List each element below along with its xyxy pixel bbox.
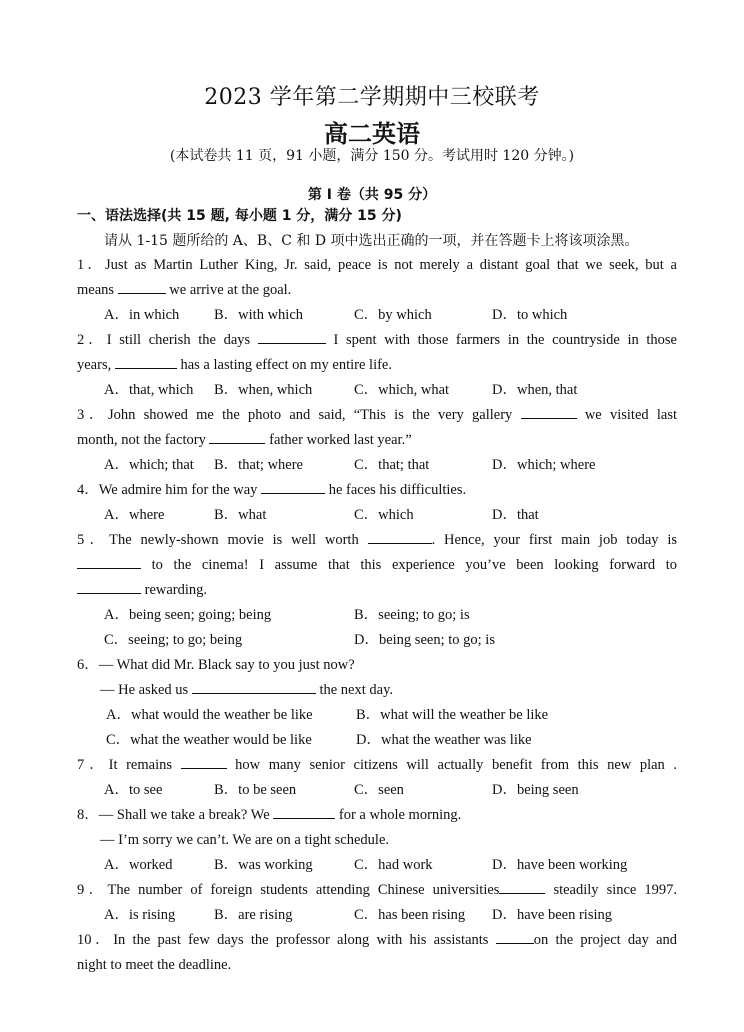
question-3-text: 3．John showed me the photo and said, “This is the very gallery xyxy=(77,407,513,423)
question-2-option-b: B．when, which xyxy=(214,382,313,398)
question-5-line-2 xyxy=(77,555,677,575)
question-5-text: 5．The newly-shown movie is well worth xyxy=(77,532,359,548)
question-1-text: we arrive at the goal. xyxy=(169,282,292,298)
question-1-line-1: 1．Just as Martin Luther King, Jr. said, peace is not merely a distant goal that we seek, but a xyxy=(77,257,677,273)
question-9-option-d: D．have been rising xyxy=(492,907,612,923)
question-4-line-1 xyxy=(77,480,677,500)
answer-blank xyxy=(77,581,141,594)
question-6-text: the next day. xyxy=(319,682,394,698)
question-8-text: 8．— Shall we take a break? We xyxy=(77,807,270,823)
question-9-line-1 xyxy=(77,880,677,900)
question-2-line-1 xyxy=(77,330,677,350)
question-2-option-c: C．which, what xyxy=(354,382,450,398)
question-6-option-c: C．what the weather would be like xyxy=(106,732,312,748)
answer-blank xyxy=(499,881,545,894)
answer-blank xyxy=(496,931,534,944)
question-8-text: for a whole morning. xyxy=(338,807,462,823)
exam-note: (本试卷共 11 页，91 小题，满分 150 分。考试用时 120 分钟。) xyxy=(169,148,575,164)
answer-blank xyxy=(273,806,335,819)
question-10-text: 10．In the past few days the professor along with his assistants xyxy=(77,932,489,948)
answer-blank xyxy=(258,331,326,344)
answer-blank xyxy=(521,406,577,419)
question-7-option-d: D．being seen xyxy=(492,782,579,798)
answer-blank xyxy=(115,356,177,369)
question-5-text: . Hence, your first main job today is xyxy=(431,532,678,548)
section-instruction: 请从 1-15 题所给的 A、B、C 和 D 项中选出正确的一项，并在答题卡上将该项涂黑。 xyxy=(104,233,639,249)
question-3-line-2 xyxy=(77,430,677,450)
question-7-line-1 xyxy=(77,755,677,775)
question-10-line-1 xyxy=(77,930,677,950)
question-7-option-a: A．to see xyxy=(104,782,163,798)
question-1-option-d: D．to which xyxy=(492,307,568,323)
question-5-text: rewarding. xyxy=(144,582,208,598)
question-6-option-b: B．what will the weather be like xyxy=(356,707,549,723)
question-4-text: he faces his difficulties. xyxy=(328,482,467,498)
question-2-option-d: D．when, that xyxy=(492,382,578,398)
question-4-option-b: B．what xyxy=(214,507,267,523)
question-9-text: 9．The number of foreign students attending Chinese universities xyxy=(77,882,500,898)
answer-blank xyxy=(261,481,325,494)
question-4-text: 4．We admire him for the way xyxy=(77,482,258,498)
answer-blank xyxy=(118,281,166,294)
answer-blank xyxy=(209,431,265,444)
question-3-text: father worked last year.” xyxy=(269,432,412,448)
question-2-text: years, xyxy=(77,357,112,373)
question-3-text: month, not the factory xyxy=(77,432,206,448)
question-8-option-a: A．worked xyxy=(104,857,173,873)
question-6-option-a: A．what would the weather be like xyxy=(106,707,313,723)
question-7-text: how many senior citizens will actually benefit from this new plan . xyxy=(235,757,678,773)
question-5-option-b: B．seeing; to go; is xyxy=(354,607,470,623)
question-7-option-b: B．to be seen xyxy=(214,782,297,798)
question-5-line-1 xyxy=(77,530,677,550)
question-9-option-c: C．has been rising xyxy=(354,907,466,923)
question-1-line-2 xyxy=(77,280,677,300)
answer-blank xyxy=(192,681,316,694)
question-7-text: 7．It remains xyxy=(77,757,172,773)
question-3-text: we visited last xyxy=(584,407,677,423)
question-2-line-2 xyxy=(77,355,677,375)
question-6-line-1: 6．— What did Mr. Black say to you just now? xyxy=(77,657,355,673)
subject-title: 高二英语 xyxy=(324,120,420,148)
question-2-text: has a lasting effect on my entire life. xyxy=(180,357,392,373)
question-2-text: 2．I still cherish the days xyxy=(77,332,251,348)
question-3-option-c: C．that; that xyxy=(354,457,430,473)
question-8-option-b: B．was working xyxy=(214,857,313,873)
question-4-option-a: A．where xyxy=(104,507,165,523)
question-10-text: on the project day and xyxy=(533,932,678,948)
question-2-option-a: A．that, which xyxy=(104,382,194,398)
question-3-line-1 xyxy=(77,405,677,425)
question-9-option-a: A．is rising xyxy=(104,907,176,923)
question-1-option-c: C．by which xyxy=(354,307,432,323)
question-3-option-d: D．which; where xyxy=(492,457,596,473)
question-10-line-2: night to meet the deadline. xyxy=(77,957,232,973)
question-8-line-1 xyxy=(77,805,677,825)
question-2-text: I spent with those farmers in the countryside in those xyxy=(333,332,677,348)
question-4-option-d: D．that xyxy=(492,507,539,523)
section-title: 一、语法选择(共 15 题, 每小题 1 分，满分 15 分) xyxy=(77,208,402,224)
question-5-option-a: A．being seen; going; being xyxy=(104,607,272,623)
question-1-option-b: B．with which xyxy=(214,307,304,323)
question-5-line-3 xyxy=(77,580,677,600)
question-8-option-c: C．had work xyxy=(354,857,433,873)
question-9-text: steadily since 1997. xyxy=(553,882,677,898)
question-6-text: — He asked us xyxy=(100,682,189,698)
answer-blank xyxy=(77,556,141,569)
question-3-option-a: A．which; that xyxy=(104,457,194,473)
part-title: 第 I 卷（共 95 分） xyxy=(307,187,437,203)
question-6-option-d: D．what the weather was like xyxy=(356,732,532,748)
question-6-line-2 xyxy=(100,680,600,700)
question-1-option-a: A．in which xyxy=(104,307,180,323)
question-8-option-d: D．have been working xyxy=(492,857,628,873)
question-5-option-c: C．seeing; to go; being xyxy=(104,632,243,648)
question-5-text: to the cinema! I assume that this experience you’ve been looking forward to xyxy=(151,557,678,573)
question-4-option-c: C．which xyxy=(354,507,414,523)
answer-blank xyxy=(181,756,227,769)
question-7-option-c: C．seen xyxy=(354,782,404,798)
question-5-option-d: D．being seen; to go; is xyxy=(354,632,495,648)
question-1-text: means xyxy=(77,282,115,298)
answer-blank xyxy=(368,531,432,544)
question-3-option-b: B．that; where xyxy=(214,457,303,473)
question-9-option-b: B．are rising xyxy=(214,907,293,923)
question-8-line-2: — I’m sorry we can’t. We are on a tight schedule. xyxy=(100,832,390,848)
exam-title: 2023 学年第二学期期中三校联考 xyxy=(204,85,540,110)
